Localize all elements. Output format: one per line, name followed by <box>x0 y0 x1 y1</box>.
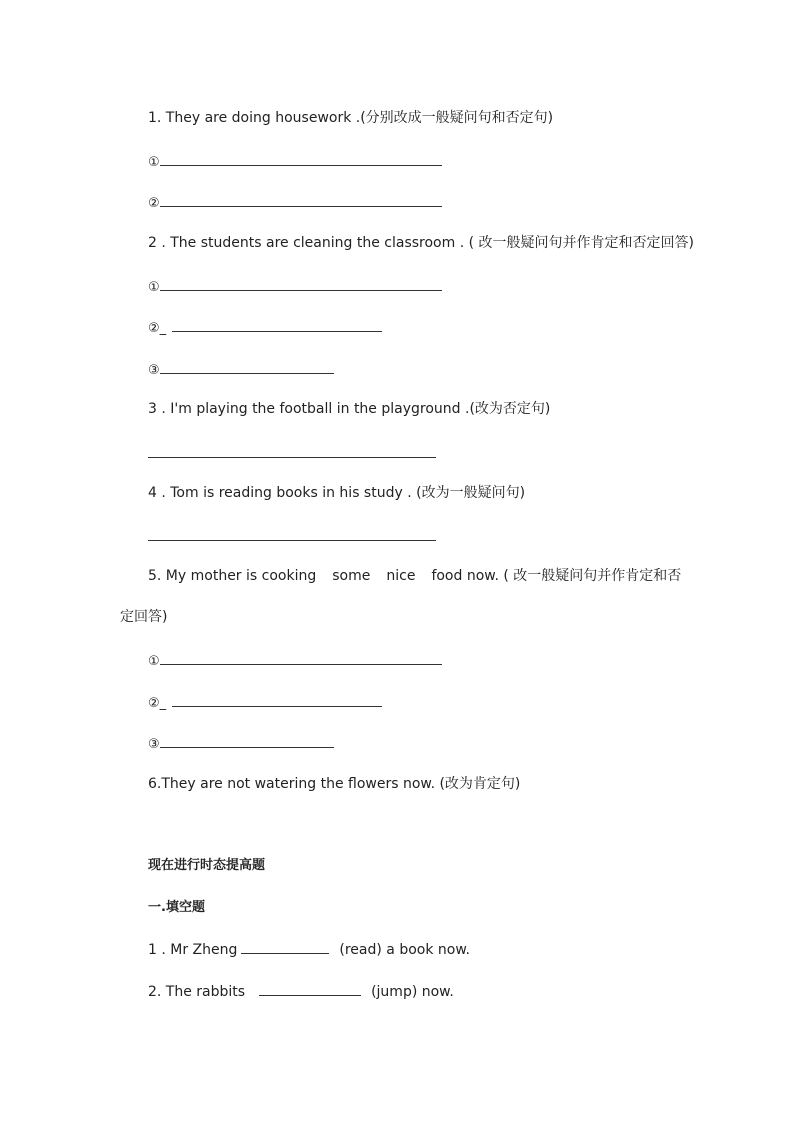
answer-line-3 <box>148 444 436 464</box>
circled-number: ②_ <box>148 696 167 711</box>
answer-line-2-2 <box>148 318 382 339</box>
question-2: 2 . The students are cleaning the classroom . ( 改一般疑问句并作肯定和否定回答) <box>148 235 694 251</box>
section-title: 现在进行时态提高题 <box>148 858 266 873</box>
fill-item-text: (read) a book now. <box>339 942 470 958</box>
fill-item-1 <box>148 940 470 960</box>
answer-line-2-1 <box>148 277 442 298</box>
answer-blank <box>160 734 334 748</box>
question-4: 4 . Tom is reading books in his study . (改为一般疑问句) <box>148 485 526 501</box>
question-6: 6.They are not watering the flowers now. (改为肯定句) <box>148 776 521 792</box>
answer-line-4 <box>148 527 436 547</box>
answer-blank <box>160 193 442 207</box>
question-3: 3 . I'm playing the football in the playground .(改为否定句) <box>148 401 551 417</box>
fill-item-text: 1 . Mr Zheng <box>148 942 238 958</box>
answer-blank <box>259 982 361 996</box>
fill-item-2 <box>148 982 454 1002</box>
answer-line-1-1 <box>148 152 442 173</box>
section-subtitle: 一.填空题 <box>148 900 205 915</box>
question-5-part: nice <box>386 568 416 584</box>
circled-number: ① <box>148 155 160 170</box>
answer-blank <box>148 527 436 541</box>
answer-blank <box>160 360 334 374</box>
fill-item-text: (jump) now. <box>371 984 454 1000</box>
answer-blank <box>160 152 442 166</box>
circled-number: ③ <box>148 363 160 378</box>
answer-line-5-2 <box>148 693 382 714</box>
question-5 <box>148 566 681 586</box>
circled-number: ① <box>148 654 160 669</box>
circled-number: ②_ <box>148 321 167 336</box>
circled-number: ① <box>148 280 160 295</box>
answer-line-1-2 <box>148 193 442 214</box>
question-5-part: some <box>332 568 371 584</box>
fill-item-text: 2. The rabbits <box>148 984 246 1000</box>
answer-blank <box>241 940 329 954</box>
circled-number: ③ <box>148 737 160 752</box>
answer-blank <box>160 277 442 291</box>
answer-line-5-3 <box>148 734 334 755</box>
question-5-part: 5. My mother is cooking <box>148 568 317 584</box>
circled-number: ② <box>148 196 160 211</box>
question-1: 1. They are doing housework .(分别改成一般疑问句和否定句) <box>148 110 554 126</box>
question-5-continued: 定回答) <box>120 609 168 625</box>
answer-line-5-1 <box>148 651 442 672</box>
answer-line-2-3 <box>148 360 334 381</box>
answer-blank <box>172 693 382 707</box>
answer-blank <box>160 651 442 665</box>
question-5-part: food now. ( 改一般疑问句并作肯定和否 <box>431 568 682 584</box>
answer-blank <box>148 444 436 458</box>
answer-blank <box>172 318 382 332</box>
